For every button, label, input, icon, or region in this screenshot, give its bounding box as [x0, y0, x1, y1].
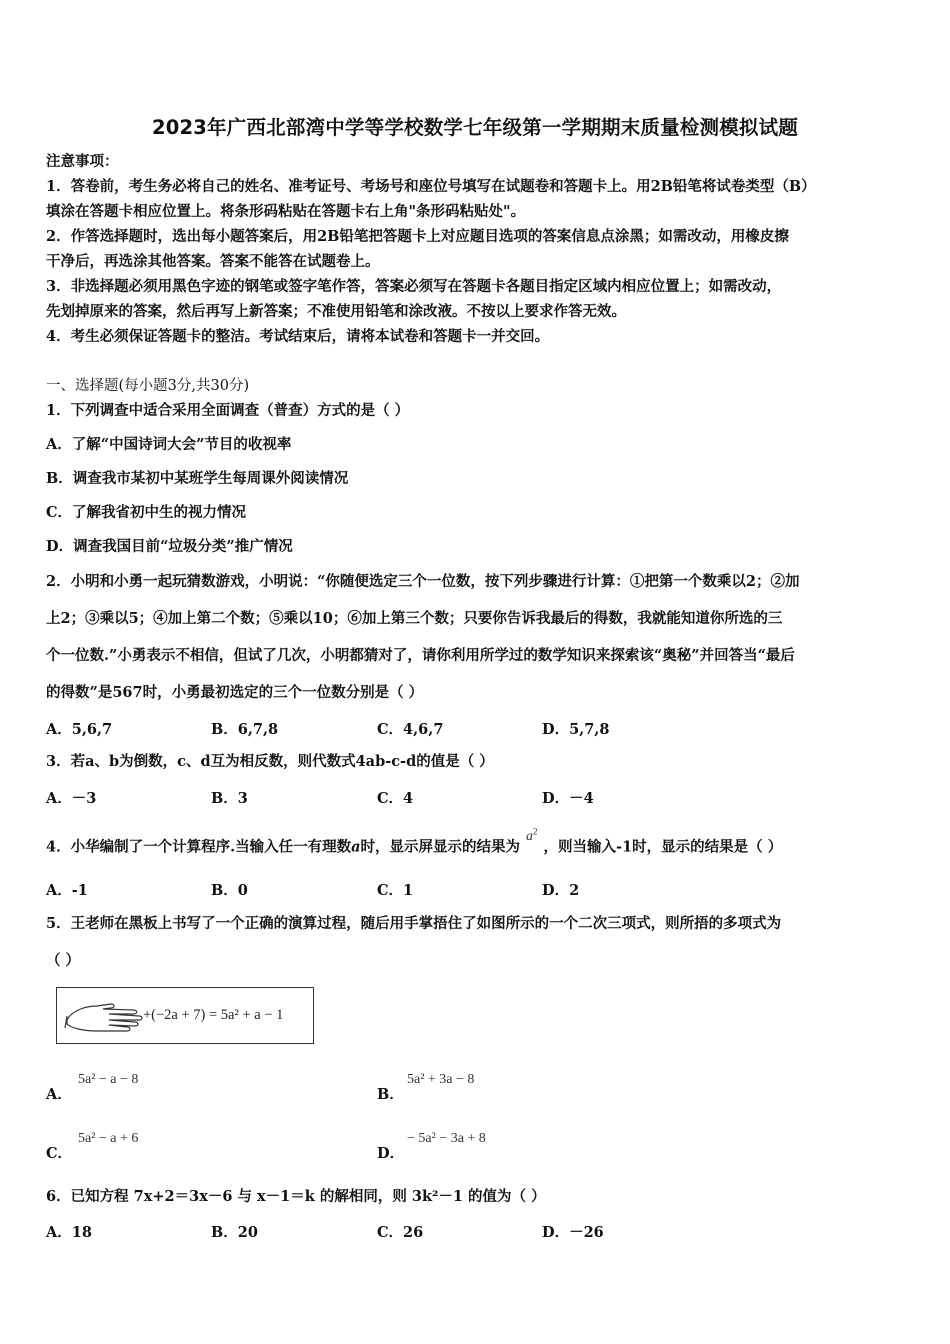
question-4-option-c: C．1	[377, 882, 414, 899]
notice-line: 3．非选择题必须用黑色字迹的钢笔或签字笔作答，答案必须写在答题卡各题目指定区域内相应位置上；如需改动，	[46, 278, 782, 295]
question-2-option-a: A．5,6,7	[46, 721, 113, 738]
question-2-line: 上2；③乘以5；④加上第二个数；⑤乘以10；⑥加上第三个数；只要你告诉我最后的得数，我就能知道你所选的三	[46, 610, 783, 627]
question-4-option-a: A．-1	[46, 882, 88, 899]
notice-line: 填涂在答题卡相应位置上。将条形码粘贴在答题卡右上角"条形码粘贴处"。	[46, 203, 526, 220]
notice-line: 2．作答选择题时，选出每小题答案后，用2B铅笔把答题卡上对应题目选项的答案信息点涂黑；如需改动，用橡皮擦	[46, 228, 789, 245]
figure-equation: +(−2a + 7) = 5a² + a − 1	[143, 1007, 284, 1023]
question-5-option-b-expr: 5a² + 3a − 8	[407, 1072, 475, 1087]
question-5-option-a-expr: 5a² − a − 8	[78, 1072, 139, 1087]
covered-polynomial-figure	[56, 987, 314, 1044]
question-6-stem: 6．已知方程 7x+2＝3x－6 与 x－1＝k 的解相同，则 3k²－1 的值为（ ）	[46, 1188, 546, 1205]
question-4-text-c: ，则当输入-1时，显示的结果是（ ）	[543, 838, 783, 856]
question-5-option-c-expr: 5a² − a + 6	[78, 1131, 139, 1146]
question-4-power	[526, 826, 538, 844]
question-3-stem: 3．若a、b为倒数，c、d互为相反数，则代数式4ab-c-d的值是（ ）	[46, 753, 494, 770]
question-3-option-b: B．3	[211, 790, 248, 807]
question-6-option-c: C．26	[377, 1224, 424, 1241]
notice-line: 干净后，再选涂其他答案。答案不能答在试题卷上。	[46, 253, 380, 270]
power-exponent: 2	[533, 826, 538, 836]
question-3-option-c: C．4	[377, 790, 414, 807]
exam-title: 2023年广西北部湾中学等学校数学七年级第一学期期末质量检测模拟试题	[151, 116, 799, 139]
question-6-option-b: B．20	[211, 1224, 258, 1241]
question-1-option-a: A．了解“中国诗词大会”节目的收视率	[46, 436, 292, 453]
question-4-option-d: D．2	[542, 882, 580, 899]
question-6-option-a: A．18	[46, 1224, 92, 1241]
question-4-option-b: B．0	[211, 882, 248, 899]
hand-icon	[63, 994, 147, 1038]
question-5-option-d-expr: − 5a² − 3a + 8	[407, 1131, 486, 1146]
question-1-option-b: B．调查我市某初中某班学生每周课外阅读情况	[46, 470, 349, 487]
question-3-option-a: A．－3	[46, 790, 97, 807]
question-5-option-b-label: B．	[377, 1086, 404, 1103]
question-5-option-a-label: A．	[46, 1086, 72, 1103]
question-1-option-c: C．了解我省初中生的视力情况	[46, 504, 247, 521]
question-2-line: 个一位数.”小勇表示不相信，但试了几次，小明都猜对了，请你利用所学过的数学知识来探索该“奥秘”并回答当“最后	[46, 647, 795, 664]
question-2-line: 的得数”是567时，小勇最初选定的三个一位数分别是（ ）	[46, 684, 424, 701]
notice-line: 先划掉原来的答案，然后再写上新答案；不准使用铅笔和涂改液。不按以上要求作答无效。	[46, 303, 626, 320]
power-base: a	[526, 828, 534, 844]
question-2-option-c: C．4,6,7	[377, 721, 444, 738]
question-2-line: 2．小明和小勇一起玩猜数游戏，小明说：“你随便选定三个一位数，按下列步骤进行计算：①把第一个数乘以2；②加	[46, 573, 800, 590]
notice-line: 1．答卷前，考生务必将自己的姓名、准考证号、考场号和座位号填写在试题卷和答题卡上。用2B铅笔将试卷类型（B）	[46, 178, 816, 195]
section-heading: 一、选择题(每小题3分,共30分)	[46, 378, 250, 394]
question-6-option-d: D．－26	[542, 1224, 604, 1241]
question-2-option-d: D．5,7,8	[542, 721, 610, 738]
question-5-option-c-label: C．	[46, 1145, 73, 1162]
question-1-option-d: D．调查我国目前“垃圾分类”推广情况	[46, 538, 293, 555]
question-2-option-b: B．6,7,8	[211, 721, 279, 738]
question-4-stem	[46, 826, 783, 859]
question-4-text-a: 4．小华编制了一个计算程序.当输入任一有理数	[46, 838, 352, 856]
question-5-line: （ ）	[46, 952, 81, 969]
question-3-option-d: D．－4	[542, 790, 594, 807]
notice-heading: 注意事项：	[46, 153, 119, 170]
question-4-text-b: 时，显示屏显示的结果为	[360, 838, 521, 856]
question-1-stem: 1．下列调查中适合采用全面调查（普查）方式的是（ ）	[46, 402, 410, 419]
question-5-option-d-label: D．	[377, 1145, 405, 1162]
question-5-line: 5．王老师在黑板上书写了一个正确的演算过程，随后用手掌捂住了如图所示的一个二次三项式，则所捂的多项式为	[46, 915, 782, 932]
question-4-variable: a	[351, 838, 361, 856]
notice-line: 4．考生必须保证答题卡的整洁。考试结束后，请将本试卷和答题卡一并交回。	[46, 328, 550, 345]
